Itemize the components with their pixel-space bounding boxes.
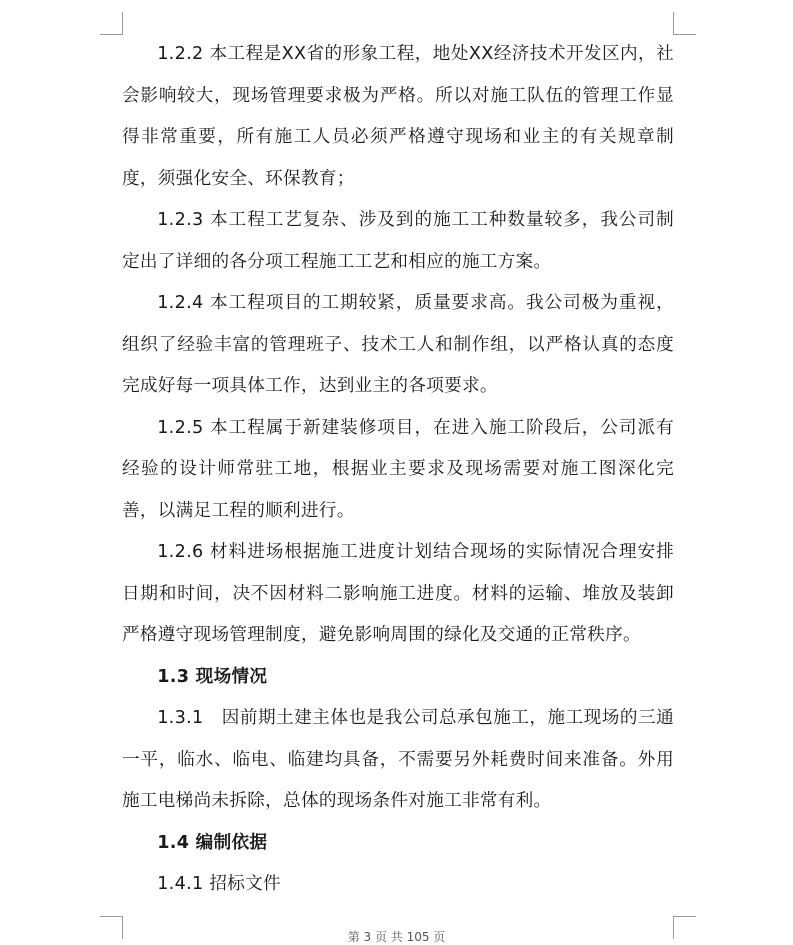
paragraph-1-3-1: 1.3.1 因前期土建主体也是我公司总承包施工，施工现场的三通一平，临水、临电、临建均具备，不需要另外耗费时间来准备。外用施工电梯尚未拆除，总体的现场条件对施工非常有利。	[122, 708, 674, 811]
page-footer: 第 3 页 共 105 页	[347, 930, 446, 944]
paragraph-1-2-4: 1.2.4 本工程项目的工期较紧，质量要求高。我公司极为重视，组织了经验丰富的管理班子、技术工人和制作组，以严格认真的态度完成好每一项具体工作，达到业主的各项要求。	[122, 293, 674, 396]
paragraph-1-2-6: 1.2.6 材料进场根据施工进度计划结合现场的实际情况合理安排日期和时间，决不因材料二影响施工进度。材料的运输、堆放及装卸严格遵守现场管理制度，避免影响周围的绿化及交通的正常秩序。	[122, 542, 674, 645]
paragraph-1-2-5: 1.2.5 本工程属于新建装修项目，在进入施工阶段后，公司派有经验的设计师常驻工地，根据业主要求及现场需要对施工图深化完善，以满足工程的顺利进行。	[122, 417, 674, 521]
crop-mark-top-right	[673, 12, 696, 35]
paragraph-1-2-3: 1.2.3 本工程工艺复杂、涉及到的施工工种数量较多，我公司制定出了详细的各分项工程施工工艺和相应的施工方案。	[122, 210, 674, 272]
paragraph-1-2-2: 1.2.2 本工程是XX省的形象工程，地处XX经济技术开发区内，社会影响较大，现场管理要求极为严格。所以对施工队伍的管理工作显得非常重要，所有施工人员必须严格遵守现场和业主的有关规章制度，须强化安全、环保教育；	[122, 44, 674, 189]
paragraph-1-4-1: 1.4.1 招标文件	[157, 874, 281, 894]
heading-1-3: 1.3 现场情况	[157, 666, 268, 687]
crop-mark-top-left	[100, 12, 123, 35]
document-body	[122, 34, 674, 906]
heading-1-4: 1.4 编制依据	[157, 832, 268, 853]
